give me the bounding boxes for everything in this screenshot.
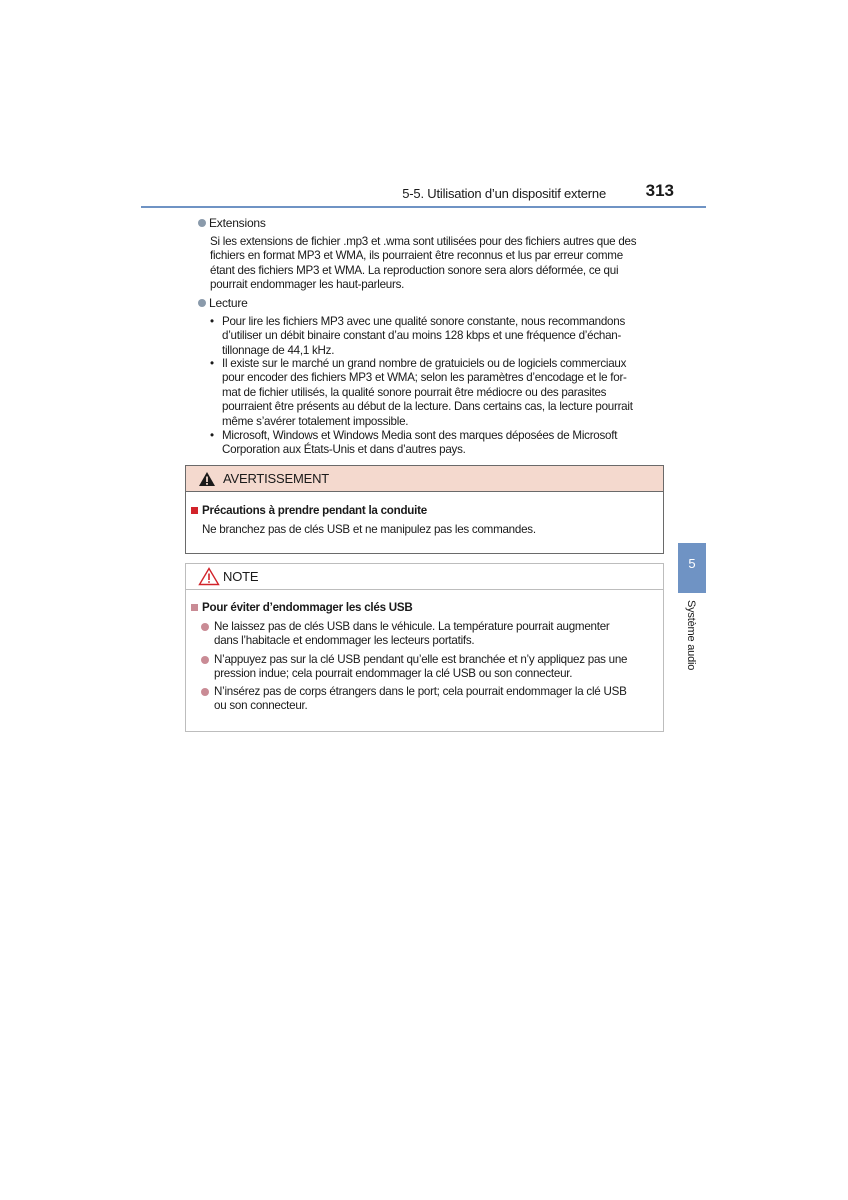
list-item <box>214 685 657 714</box>
page-number: 313 <box>645 181 674 200</box>
text-line: étant des fichiers MP3 et WMA. La reproduction sonore sera alors déformée, ce qui <box>210 263 619 277</box>
pink-bullet-icon <box>201 688 209 696</box>
warning-text: Ne branchez pas de clés USB et ne manipulez pas les commandes. <box>202 523 536 536</box>
list-item <box>210 357 658 429</box>
text-line: pour encoder des fichiers MP3 et WMA; selon les paramètres d’encodage et le for- <box>222 371 627 385</box>
list-item <box>214 620 657 649</box>
gray-bullet-icon <box>198 219 206 227</box>
text-line: mat de fichier utilisés, la qualité sonore pourrait être médiocre ou des parasites <box>222 385 607 399</box>
header-rule <box>141 206 706 208</box>
extensions-paragraph <box>210 235 658 293</box>
warning-triangle-icon <box>198 471 216 487</box>
gray-bullet-icon <box>198 299 206 307</box>
text-line: fichiers en format MP3 et WMA, ils pourraient être reconnus et lus par erreur comme <box>210 249 623 263</box>
text-line: tillonnage de 44,1 kHz. <box>222 343 335 357</box>
chapter-tab: 5 <box>678 543 706 593</box>
text-line: Ne laissez pas de clés USB dans le véhicule. La température pourrait augmenter <box>214 620 610 633</box>
pink-bullet-icon <box>201 623 209 631</box>
warning-title: AVERTISSEMENT <box>223 471 329 486</box>
text-line: pourrait endommager les haut-parleurs. <box>210 278 405 292</box>
list-item <box>210 315 658 358</box>
text-line: Si les extensions de fichier .mp3 et .wma sont utilisées pour des fichiers autres que des <box>210 235 637 248</box>
extensions-heading: Extensions <box>198 216 266 231</box>
bullet-icon: • <box>210 357 214 370</box>
text-line: même s’avérer totalement impossible. <box>222 414 409 428</box>
bullet-icon: • <box>210 315 214 328</box>
red-square-icon <box>191 507 198 514</box>
warning-subheading: Précautions à prendre pendant la conduite <box>191 504 427 517</box>
text-line: pourraient être présents au début de la lecture. Dans certains cas, la lecture pourrait <box>222 400 633 414</box>
text-line: ou son connecteur. <box>214 699 308 713</box>
caution-triangle-icon <box>198 567 220 586</box>
chapter-label <box>683 600 699 700</box>
text-line: Pour lire les fichiers MP3 avec une qualité sonore constante, nous recommandons <box>222 315 626 328</box>
text-line: d’utiliser un débit binaire constant d’au moins 128 kbps et une fréquence d’échan- <box>222 329 622 343</box>
bullet-icon: • <box>210 429 214 442</box>
chapter-label-text: Système audio <box>685 600 697 671</box>
note-title: NOTE <box>223 569 259 584</box>
note-header <box>186 564 663 590</box>
text-line: dans l’habitacle et endommager les lecteurs portatifs. <box>214 634 475 648</box>
warning-box <box>185 465 664 554</box>
warning-header <box>186 466 663 492</box>
note-box <box>185 563 664 732</box>
text-line: Microsoft, Windows et Windows Media sont des marques déposées de Microsoft <box>222 429 618 442</box>
text-line: N’insérez pas de corps étrangers dans le port; cela pourrait endommager la clé USB <box>214 685 627 698</box>
text-line: Il existe sur le marché un grand nombre de gratuiciels ou de logiciels commerciaux <box>222 357 627 370</box>
text-line: pression indue; cela pourrait endommager la clé USB ou son connecteur. <box>214 667 573 681</box>
text-line: N’appuyez pas sur la clé USB pendant qu’elle est branchée et n’y appliquez pas une <box>214 653 628 666</box>
list-item <box>210 429 658 458</box>
text-line: Corporation aux États-Unis et dans d’autres pays. <box>222 443 466 457</box>
lecture-heading: Lecture <box>198 296 248 311</box>
section-title: 5-5. Utilisation d’un dispositif externe <box>402 186 606 201</box>
note-subheading: Pour éviter d’endommager les clés USB <box>191 601 412 614</box>
pink-bullet-icon <box>201 656 209 664</box>
list-item <box>214 653 657 682</box>
pink-square-icon <box>191 604 198 611</box>
